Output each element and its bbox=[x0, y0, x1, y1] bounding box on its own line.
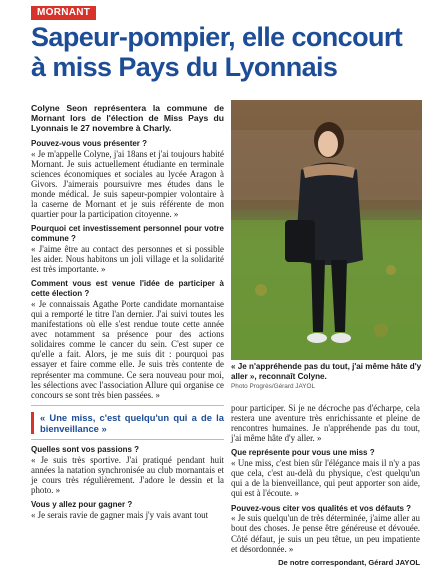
section-kicker: MORNANT bbox=[31, 6, 96, 20]
answer: « Je serais ravie de gagner mais j'y vais avant tout bbox=[31, 509, 209, 520]
pull-quote: « Une miss, c'est quelqu'un qui a de la bienveillance » bbox=[31, 412, 224, 434]
answer: « Je m'appelle Colyne, j'ai 18ans et j'ai toujours habité Mornant. Je suis actuellement étudiante en terminale sciences économiques et sociales au lycée Aragon à Givors. J'aimerais poursuivre mes études dans le monde médical. Je suis sapeur-pompier volontaire à la caserne de Mornant et je suis référente de mon quartier pour la participation citoyenne. » bbox=[31, 148, 224, 220]
answer: « Une miss, c'est bien sûr l'élégance mais il n'y a pas que cela, c'est au-delà du physique, c'est quelqu'un qui a de la bienveillance, qui peut apporter son aide, qui est à l'écoute. » bbox=[231, 458, 420, 499]
divider bbox=[31, 405, 224, 406]
divider bbox=[31, 439, 224, 440]
photo-caption: « Je n'appréhende pas du tout, j'ai même hâte d'y aller », reconnaît Colyne. bbox=[231, 362, 422, 381]
question: Comment vous est venue l'idée de participer à cette élection ? bbox=[31, 279, 224, 299]
question: Pouvez-vous citer vos qualités et vos défauts ? bbox=[231, 503, 412, 513]
question: Pourquoi cet investissement personnel pour votre commune ? bbox=[31, 224, 224, 244]
article-headline bbox=[31, 22, 421, 82]
photo-credit: Photo Progrès/Gérard JAYOL bbox=[231, 383, 316, 390]
headline-line-1: Sapeur-pompier, elle concourt bbox=[31, 22, 403, 52]
portrait-photo bbox=[231, 100, 422, 360]
question: Que représente pour vous une miss ? bbox=[231, 448, 375, 458]
answer: « J'aime être au contact des personnes et si possible les aider. Nous habitons un joli village et la solidarité est très importante. » bbox=[31, 244, 224, 275]
answer: « Je suis très sportive. J'ai pratiqué pendant huit années la natation synchronisée au club mornantais et je cours très régulièrement. J'adore le dessin et la photo. » bbox=[31, 454, 224, 495]
question: Vous y allez pour gagner ? bbox=[31, 500, 133, 510]
right-column bbox=[231, 403, 420, 568]
left-column bbox=[31, 103, 224, 521]
article-lead: Colyne Seon représentera la commune de Mornant lors de l'élection de Miss Pays du Lyonnais le 27 novembre à Charly. bbox=[31, 103, 224, 133]
answer-continuation: pour participer. Si je ne décroche pas d'écharpe, cela restera une aventure très enrichissante et pleine de rencontres humaines. Je n'appréhende pas du tout, j'ai même hâte d'y aller. » bbox=[231, 403, 420, 444]
question: Quelles sont vos passions ? bbox=[31, 444, 140, 454]
headline-line-2: à miss Pays du Lyonnais bbox=[31, 52, 338, 82]
question: Pouvez-vous vous présenter ? bbox=[31, 139, 148, 148]
answer: « Je suis quelqu'un de très déterminée, j'aime aller au bout des choses. Je pense être généreuse et dévouée. Côté défaut, je suis un peu têtue, un peu impatiente et désordonnée. » bbox=[231, 513, 420, 554]
author-signature: De notre correspondant, Gérard JAYOL bbox=[278, 557, 420, 567]
answer: « Je connaissais Agathe Porte candidate mornantaise qui a remporté le titre l'an dernier. J'ai suivi toutes les manifestations où elle s'est rendue toute cette année avec notamment sa présence pour des actions solidaires comme le cancer du sein. C'est super ce qu'elle a fait. Alors, je me suis dit : pourquoi pas essayer et faire comme elle. Je suis très contente de représenter ma commune. Ce sera nouveau pour moi, les sélections avec l'association Allure qui organise ce concours se sont très bien passées. » bbox=[31, 298, 224, 400]
portrait-illustration bbox=[231, 100, 422, 360]
